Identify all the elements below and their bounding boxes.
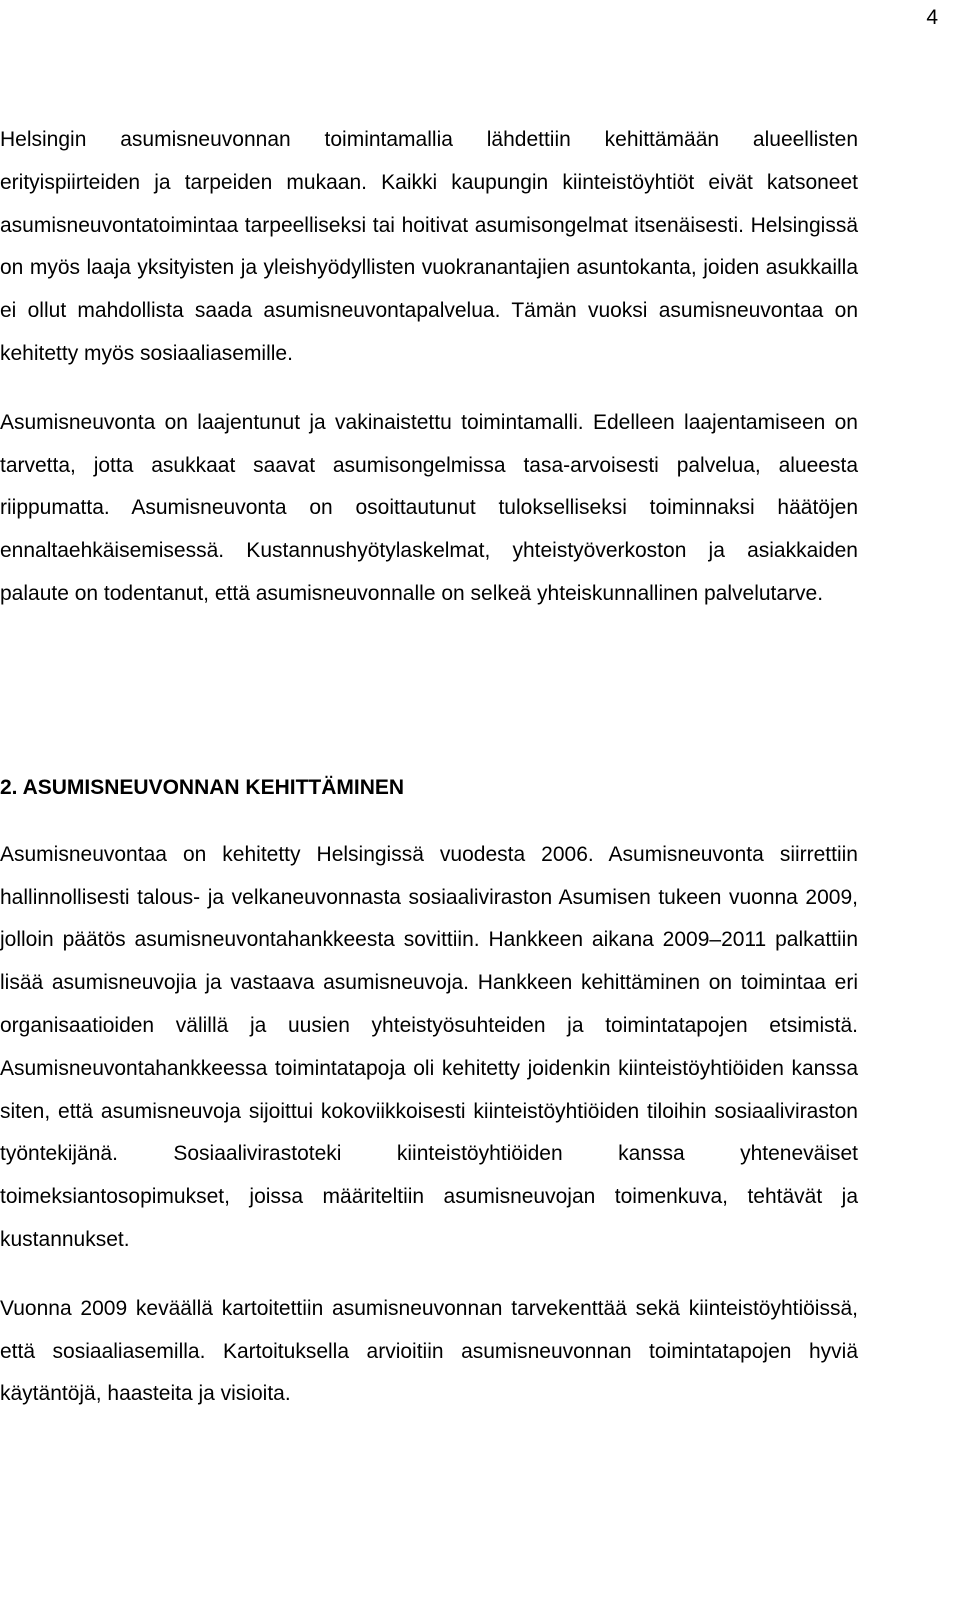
paragraph-expansion: Asumisneuvonta on laajentunut ja vakinaistettu toimintamalli. Edelleen laajentamiseen on tarvetta, jotta asukkaat saavat asumisongelmissa tasa-arvoisesti palvelua, alueesta riippumatta. Asumisneuvonta on osoittautunut tulokselliseksi toiminnaksi häätöjen ennaltaehkäisemisessä. Kustannushyötylaskelmat, yhteistyöverkoston ja asiakkaiden palaute on todentanut, että asumisneuvonnalle on selkeä yhteiskunnallinen palvelutarve. (0, 410, 858, 605)
heading-spacer (0, 806, 858, 834)
section-spacer (0, 616, 858, 770)
paragraph-intro: Helsingin asumisneuvonnan toimintamallia lähdettiin kehittämään alueellisten erityispiirteiden ja tarpeiden mukaan. Kaikki kaupungin kiinteistöyhtiöt eivät katsoneet asumisneuvontatoimintaa tarpeelliseksi tai hoitivat asumisongelmat itsenäisesti. Helsingissä on myös laaja yksityisten ja yleishyödyllisten vuokranantajien asuntokanta, joiden asukkailla ei ollut mahdollista saada asumisneuvontapalvelua. Tämän vuoksi asumisneuvontaa on kehitetty myös sosiaaliasemille. (0, 128, 858, 365)
section-heading: 2. ASUMISNEUVONNAN KEHITTÄMINEN (0, 775, 405, 799)
paragraph-spacer (0, 1262, 858, 1288)
page-number: 4 (926, 6, 938, 29)
paragraph-spacer (0, 376, 858, 402)
paragraph-survey: Vuonna 2009 keväällä kartoitettiin asumisneuvonnan tarvekenttää sekä kiinteistöyhtiöissä, että sosiaaliasemilla. Kartoituksella arvioitiin asumisneuvonnan toimintatapojen hyviä käytäntöjä, haasteita ja visioita. (0, 1296, 858, 1406)
paragraph-development: Asumisneuvontaa on kehitetty Helsingissä vuodesta 2006. Asumisneuvonta siirrettiin hallinnollisesti talous- ja velkaneuvonnasta sosiaaliviraston Asumisen tukeen vuonna 2009, jolloin päätös asumisneuvontahankkeesta sovittiin. Hankkeen aikana 2009–2011 palkattiin lisää asumisneuvojia ja vastaava asumisneuvoja. Hankkeen kehittäminen on toimintaa eri organisaatioiden välillä ja uusien yhteistyösuhteiden ja toimintatapojen etsimistä. Asumisneuvontahankkeessa toimintatapoja oli kehitetty joidenkin kiinteistöyhtiöiden kanssa siten, että asumisneuvoja sijoittui kokoviikkoisesti kiinteistöyhtiöiden tiloihin sosiaaliviraston työntekijänä. Sosiaalivirastoteki kiinteistöyhtiöiden kanssa yhteneväiset toimeksiantosopimukset, joissa määriteltiin asumisneuvojan toimenkuva, tehtävät ja kustannukset. (0, 842, 858, 1251)
document-body (0, 119, 858, 1416)
